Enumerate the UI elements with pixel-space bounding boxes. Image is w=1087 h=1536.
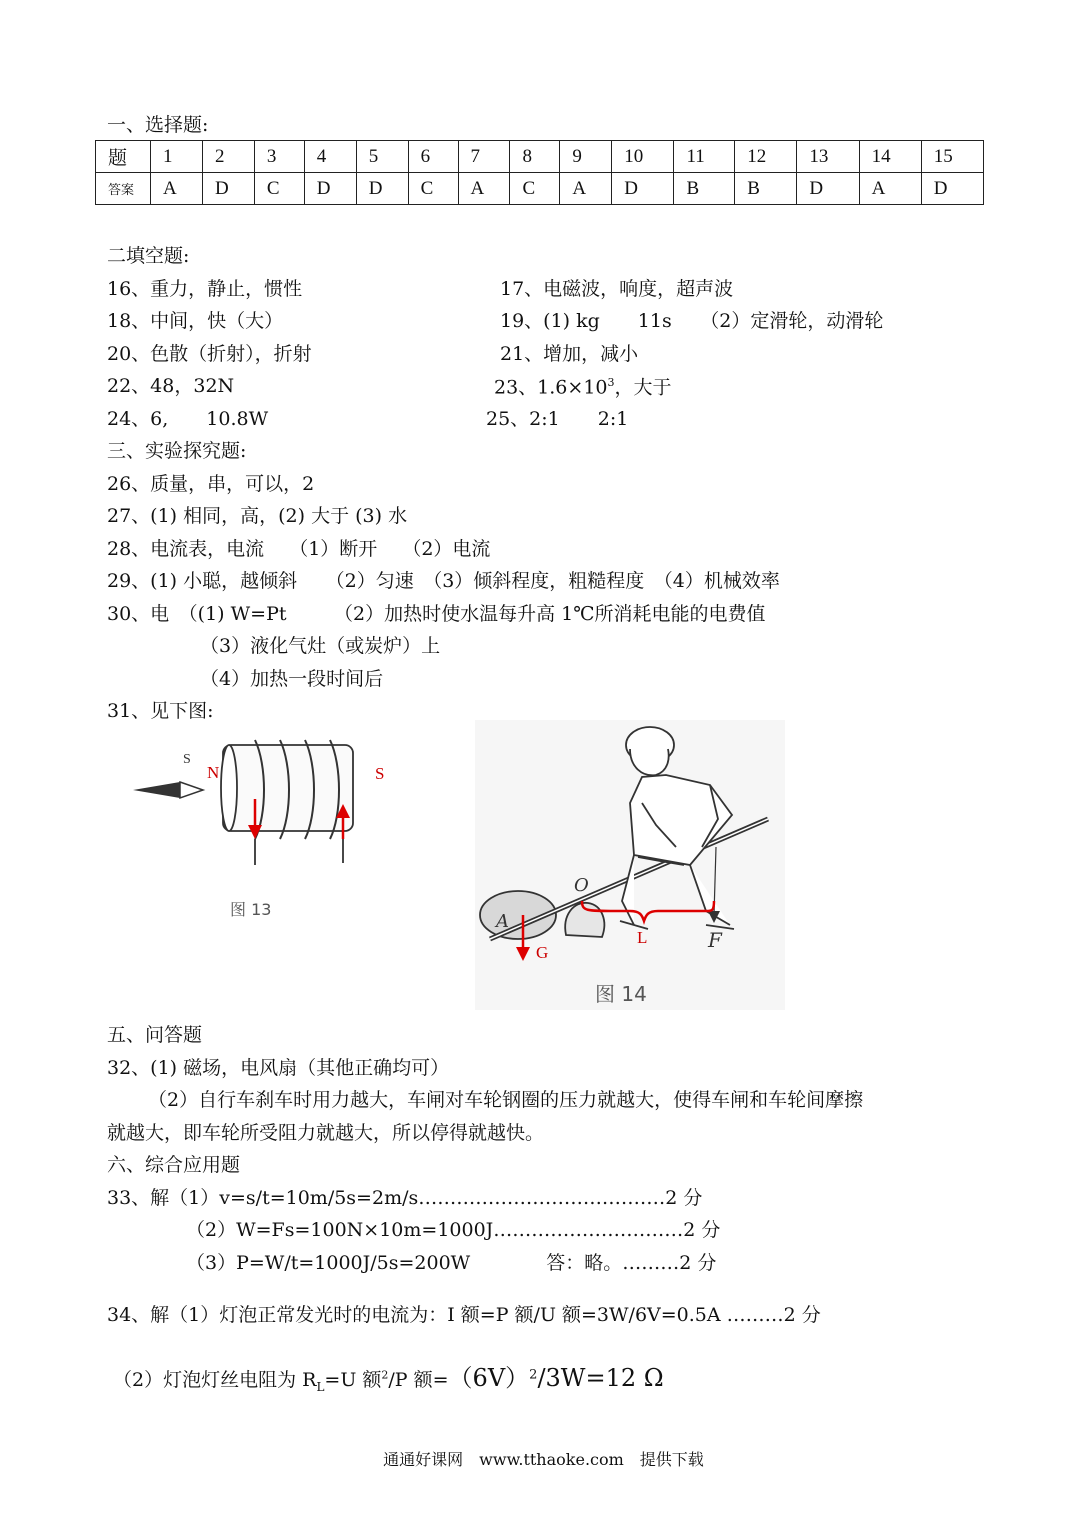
answer-17: 17、电磁波，响度，超声波 xyxy=(500,278,734,300)
label-a: A xyxy=(496,911,509,932)
table-cell: A xyxy=(560,173,612,205)
section6-title: 六、综合应用题 xyxy=(107,1154,241,1176)
answer-34-power: /P 额= xyxy=(388,1369,449,1391)
table-cell: A xyxy=(458,173,510,205)
answer-32-line3: 就越大，即车轮所受阻力就越大，所以停得就越快。 xyxy=(107,1122,545,1144)
table-cell: 3 xyxy=(254,141,304,173)
answer-34-subscript: L xyxy=(316,1379,325,1394)
answer-33-line2: （2）W=Fs=100N×10m=1000J…………………………2 分 xyxy=(186,1219,721,1241)
answer-30-line1: 30、电 （(1) W=Pt （2）加热时使水温每升高 1℃所消耗电能的电费值 xyxy=(107,603,766,625)
table-cell: 13 xyxy=(797,141,859,173)
answer-23-exponent: 3 xyxy=(607,376,615,389)
table-cell: 11 xyxy=(674,141,735,173)
table-cell: 7 xyxy=(458,141,510,173)
answer-32-line1: 32、(1) 磁场，电风扇（其他正确均可） xyxy=(107,1057,450,1079)
table-cell: C xyxy=(510,173,560,205)
section3-title: 三、实验探究题: xyxy=(107,440,247,462)
answer-30-line2: （3）液化气灶（或炭炉）上 xyxy=(200,635,441,657)
answer-28: 28、电流表，电流 （1）断开 （2）电流 xyxy=(107,538,491,560)
table-cell: C xyxy=(408,173,458,205)
answer-31: 31、见下图: xyxy=(107,700,214,722)
figure-13-caption: 图 13 xyxy=(230,900,272,919)
label-l: L xyxy=(637,928,648,947)
table-cell: 4 xyxy=(304,141,356,173)
table-cell: 8 xyxy=(510,141,560,173)
table-cell: 1 xyxy=(151,141,203,173)
table-cell: D xyxy=(797,173,859,205)
figure-14-background xyxy=(475,720,785,1010)
table-row-numbers xyxy=(96,141,984,173)
label-g: G xyxy=(536,943,549,962)
table-cell: 12 xyxy=(735,141,797,173)
table-cell: 14 xyxy=(859,141,921,173)
label-f: F xyxy=(708,928,722,952)
answer-34-superscript: 2 xyxy=(381,1368,389,1382)
answer-18: 18、中间，快（大） xyxy=(107,310,284,332)
answer-27: 27、(1) 相同，高，(2) 大于 (3) 水 xyxy=(107,505,408,527)
answer-33-line1: 33、解（1）v=s/t=10m/5s=2m/s…………………………………2 分 xyxy=(107,1187,703,1209)
answer-16: 16、重力，静止，惯性 xyxy=(107,278,303,300)
table-header-question: 题 xyxy=(96,141,151,173)
answer-34-voltage: =U 额 xyxy=(324,1369,382,1391)
table-cell: D xyxy=(612,173,674,205)
table-cell: 6 xyxy=(408,141,458,173)
table-cell: D xyxy=(202,173,254,205)
table-cell: 5 xyxy=(356,141,408,173)
table-cell: D xyxy=(304,173,356,205)
footer-credit: 通通好课网 www.tthaoke.com 提供下载 xyxy=(383,1450,704,1469)
compass-needle-dark xyxy=(133,782,180,798)
answer-34-line1: 34、解（1）灯泡正常发光时的电流为：I 额=P 额/U 额=3W/6V=0.5A ………2 分 xyxy=(107,1304,821,1326)
figure-14 xyxy=(470,715,790,1015)
compass-s-label: S xyxy=(183,752,191,767)
answer-25: 25、2:1 2:1 xyxy=(486,408,629,430)
answer-23-base: 23、1.6×10 xyxy=(494,376,608,399)
answer-33-line3: （3）P=W/t=1000J/5s=200W 答：略。………2 分 xyxy=(186,1252,717,1274)
answer-23 xyxy=(494,377,672,397)
table-cell: C xyxy=(254,173,304,205)
answer-32-line2: （2）自行车刹车时用力越大，车闸对车轮钢圈的压力就越大，使得车闸和车轮间摩擦 xyxy=(148,1089,864,1111)
section2-title: 二填空题: xyxy=(107,245,190,267)
pole-s-label: S xyxy=(375,764,385,783)
table-cell: B xyxy=(735,173,797,205)
answer-34-result: /3W=12 Ω xyxy=(537,1364,664,1392)
table-header-answer: 答案 xyxy=(96,173,151,205)
answer-23-tail: ，大于 xyxy=(614,376,672,399)
label-o: O xyxy=(574,875,589,896)
answer-20: 20、色散（折射），折射 xyxy=(107,343,312,365)
figure-14-caption: 图 14 xyxy=(595,982,647,1006)
table-row-answers xyxy=(96,173,984,205)
table-cell: A xyxy=(859,173,921,205)
table-cell: B xyxy=(674,173,735,205)
figure-13 xyxy=(125,735,415,930)
compass-needle-light xyxy=(180,782,203,798)
answer-24: 24、6, 10.8W xyxy=(107,408,269,430)
solenoid-end xyxy=(221,745,237,831)
section5-title: 五、问答题 xyxy=(107,1024,203,1046)
answer-21: 21、增加，减小 xyxy=(500,343,639,365)
answer-19: 19、(1) kg 11s （2）定滑轮，动滑轮 xyxy=(500,310,884,332)
answer-30-line3: （4）加热一段时间后 xyxy=(200,668,384,690)
table-cell: 9 xyxy=(560,141,612,173)
table-cell: 10 xyxy=(612,141,674,173)
table-cell: 15 xyxy=(921,141,983,173)
answer-34-text: （2）灯泡灯丝电阻为 R xyxy=(113,1369,317,1391)
table-cell: D xyxy=(921,173,983,205)
pole-n-label: N xyxy=(207,763,220,782)
answer-34-value: （6V） xyxy=(448,1364,530,1392)
answer-table xyxy=(95,140,984,205)
answer-29: 29、(1) 小聪，越倾斜 （2）匀速 （3）倾斜程度，粗糙程度 （4）机械效率 xyxy=(107,570,780,592)
table-cell: A xyxy=(151,173,203,205)
table-cell: 2 xyxy=(202,141,254,173)
answer-22: 22、48，32N xyxy=(107,375,235,397)
answer-34-line2 xyxy=(113,1366,664,1393)
answer-26: 26、质量，串，可以，2 xyxy=(107,473,315,495)
section1-title: 一、选择题: xyxy=(107,114,209,136)
table-cell: D xyxy=(356,173,408,205)
answer-34-square: 2 xyxy=(529,1367,538,1383)
